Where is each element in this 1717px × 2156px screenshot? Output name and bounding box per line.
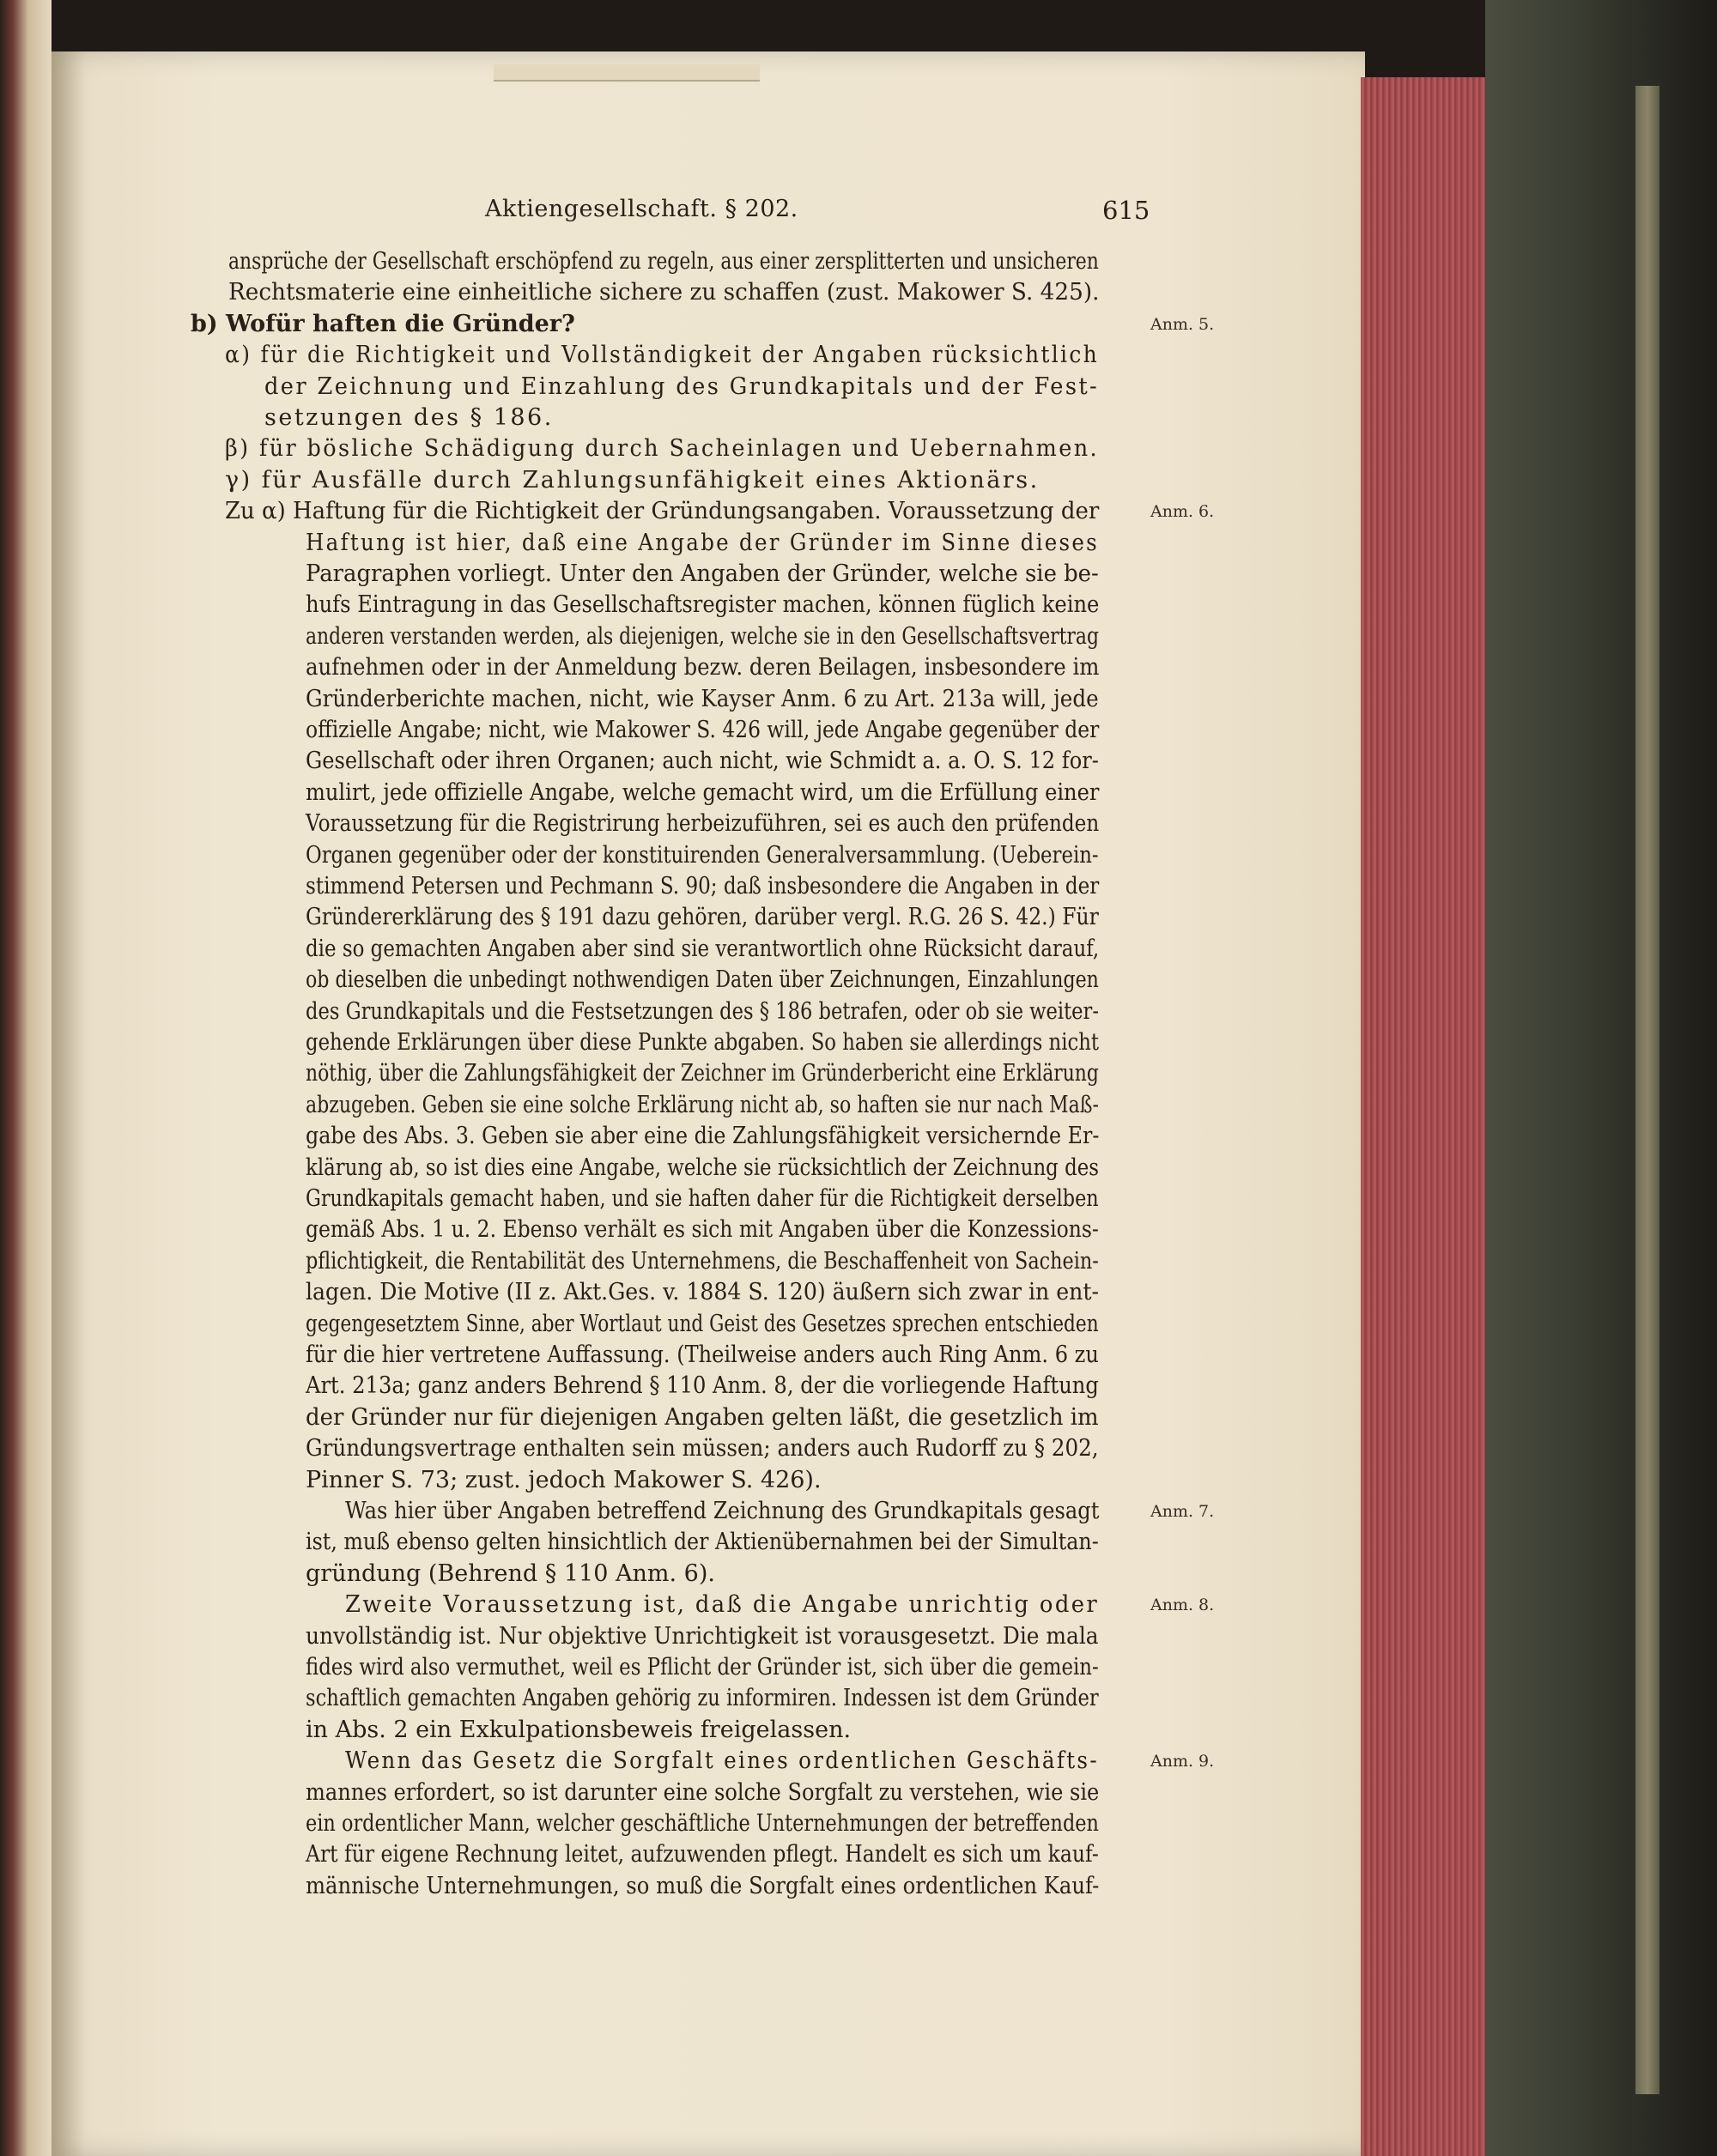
- text-line: Organen gegenüber oder der konstituirenden Generalversammlung. (Ueberein-: [306, 841, 1099, 869]
- text-line: Was hier über Angaben betreffend Zeichnung des Grundkapitals gesagt: [345, 1498, 1100, 1524]
- text-line: Gründererklärung des § 191 dazu gehören, darüber vergl. R.G. 26 S. 42.) Für: [306, 904, 1099, 931]
- text-line: für die hier vertretene Auffassung. (Theilweise anders auch Ring Anm. 6 zu: [306, 1341, 1099, 1368]
- book-cover: [1485, 0, 1717, 2156]
- text-line: männische Unternehmungen, so muß die Sorgfalt eines ordentlichen Kauf-: [306, 1872, 1100, 1899]
- facing-page-edge: [0, 0, 52, 2156]
- text-line: unvollständig ist. Nur objektive Unrichtigkeit ist vorausgesetzt. Die mala: [306, 1622, 1099, 1650]
- text-line: schaftlich gemachten Angaben gehörig zu informiren. Indessen ist dem Gründer: [306, 1685, 1099, 1712]
- text-line: Wenn das Gesetz die Sorgfalt eines ordentlichen Geschäfts-: [345, 1747, 1099, 1775]
- text-line: pflichtigkeit, die Rentabilität des Unternehmens, die Beschaffenheit von Sachein-: [306, 1247, 1099, 1275]
- text-line: die so gemachten Angaben aber sind sie verantwortlich ohne Rücksicht darauf,: [306, 935, 1100, 962]
- text-line: aufnehmen oder in der Anmeldung bezw. deren Beilagen, insbesondere im: [306, 654, 1100, 681]
- text-line: klärung ab, so ist dies eine Angabe, welche sie rücksichtlich der Zeichnung des: [306, 1154, 1100, 1181]
- text-line: offizielle Angabe; nicht, wie Makower S. 426 will, jede Angabe gegenüber der: [306, 717, 1100, 743]
- text-line: Zweite Voraussetzung ist, daß die Angabe unrichtig oder: [345, 1591, 1100, 1619]
- text-line: gehende Erklärungen über diese Punkte abgaben. So haben sie allerdings nicht: [306, 1029, 1100, 1056]
- text-line: Pinner S. 73; zust. jedoch Makower S. 426).: [306, 1466, 822, 1493]
- text-line: hufs Eintragung in das Gesellschaftsregister machen, können füglich keine: [306, 591, 1100, 619]
- margin-note: Anm. 7.: [1150, 1502, 1215, 1521]
- text-line: nöthig, über die Zahlungsfähigkeit der Zeichner im Gründerbericht eine Erklärung: [306, 1060, 1099, 1087]
- text-line: ein ordentlicher Mann, welcher geschäftliche Unternehmungen der betreffenden: [306, 1810, 1099, 1837]
- text-line: Grundkapitals gemacht haben, und sie haften daher für die Richtigkeit derselben: [306, 1185, 1099, 1212]
- text-line: mulirt, jede offizielle Angabe, welche gemacht wird, um die Erfüllung einer: [306, 778, 1100, 806]
- margin-note: Anm. 5.: [1150, 314, 1215, 334]
- text-line: ob dieselben die unbedingt nothwendigen Daten über Zeichnungen, Einzahlungen: [306, 966, 1099, 994]
- margin-note: Anm. 6.: [1150, 502, 1215, 522]
- text-line: Rechtsmaterie eine einheitliche sichere zu schaffen (zust. Makower S. 425).: [228, 279, 1100, 306]
- text-line: gegengesetztem Sinne, aber Wortlaut und Geist des Gesetzes sprechen entschieden: [306, 1310, 1099, 1337]
- text-line: Haftung ist hier, daß eine Angabe der Gründer im Sinne dieses: [306, 529, 1100, 556]
- text-line: Art. 213a; ganz anders Behrend § 110 Anm. 8, der die vorliegende Haftung: [306, 1372, 1099, 1400]
- page-number: 615: [1102, 196, 1150, 225]
- text-line: mannes erfordert, so ist darunter eine solche Sorgfalt zu verstehen, wie sie: [306, 1778, 1100, 1806]
- text-line: ist, muß ebenso gelten hinsichtlich der Aktienübernahmen bei der Simultan-: [306, 1529, 1099, 1556]
- text-line: Gründerberichte machen, nicht, wie Kayser Anm. 6 zu Art. 213a will, jede: [306, 685, 1099, 712]
- text-line: der Zeichnung und Einzahlung des Grundkapitals und der Fest-: [264, 372, 1100, 400]
- running-header: Aktiengesellschaft. § 202.: [485, 196, 798, 222]
- text-line: gemäß Abs. 1 u. 2. Ebenso verhält es sich mit Angaben über die Konzessions-: [306, 1216, 1099, 1244]
- text-line: stimmend Petersen und Pechmann S. 90; daß insbesondere die Angaben in der: [306, 873, 1100, 899]
- text-line: β) für bösliche Schädigung durch Sacheinlagen und Uebernahmen.: [225, 435, 1099, 463]
- text-line: Gesellschaft oder ihren Organen; auch nicht, wie Schmidt a. a. O. S. 12 for-: [306, 748, 1099, 775]
- text-line: Paragraphen vorliegt. Unter den Angaben der Gründer, welche sie be-: [306, 560, 1099, 587]
- margin-note: Anm. 8.: [1150, 1596, 1215, 1615]
- text-line: gründung (Behrend § 110 Anm. 6).: [306, 1559, 715, 1587]
- page-edges: [1361, 77, 1485, 2156]
- text-line: Voraussetzung für die Registrirung herbeizuführen, sei es auch den prüfenden: [306, 810, 1100, 838]
- text-line: Gründungsvertrage enthalten sein müssen; anders auch Rudorff zu § 202,: [306, 1435, 1099, 1463]
- page-tab: [494, 64, 760, 82]
- text-line: Zu α) Haftung für die Richtigkeit der Gründungsangaben. Voraussetzung der: [225, 498, 1100, 525]
- text-line: Art für eigene Rechnung leitet, aufzuwenden pflegt. Handelt es sich um kauf-: [306, 1841, 1099, 1868]
- text-line: b) Wofür haften die Gründer?: [191, 310, 575, 337]
- text-line: in Abs. 2 ein Exkulpationsbeweis freigelassen.: [306, 1716, 852, 1743]
- text-line: γ) für Ausfälle durch Zahlungsunfähigkeit eines Aktionärs.: [225, 466, 1040, 494]
- text-line: setzungen des § 186.: [264, 404, 554, 431]
- text-line: der Gründer nur für diejenigen Angaben gelten läßt, die gesetzlich im: [306, 1403, 1099, 1431]
- margin-note: Anm. 9.: [1150, 1752, 1215, 1771]
- text-line: α) für die Richtigkeit und Vollständigkeit der Angaben rücksichtlich: [225, 342, 1100, 369]
- cover-binding: [1635, 86, 1659, 2094]
- text-line: ansprüche der Gesellschaft erschöpfend zu regeln, aus einer zersplitterten und unsicheren: [228, 248, 1099, 275]
- text-line: anderen verstanden werden, als diejenigen, welche sie in den Gesellschaftsvertrag: [306, 622, 1099, 650]
- text-line: abzugeben. Geben sie eine solche Erklärung nicht ab, so haften sie nur nach Maß-: [306, 1091, 1099, 1118]
- text-line: fides wird also vermuthet, weil es Pflicht der Gründer ist, sich über die gemein-: [306, 1654, 1099, 1681]
- text-line: lagen. Die Motive (II z. Akt.Ges. v. 1884 S. 120) äußern sich zwar in ent-: [306, 1279, 1099, 1306]
- text-line: gabe des Abs. 3. Geben sie aber eine die Zahlungsfähigkeit versichernde Er-: [306, 1123, 1100, 1150]
- text-line: des Grundkapitals und die Festsetzungen des § 186 betrafen, oder ob sie weiter-: [306, 997, 1099, 1025]
